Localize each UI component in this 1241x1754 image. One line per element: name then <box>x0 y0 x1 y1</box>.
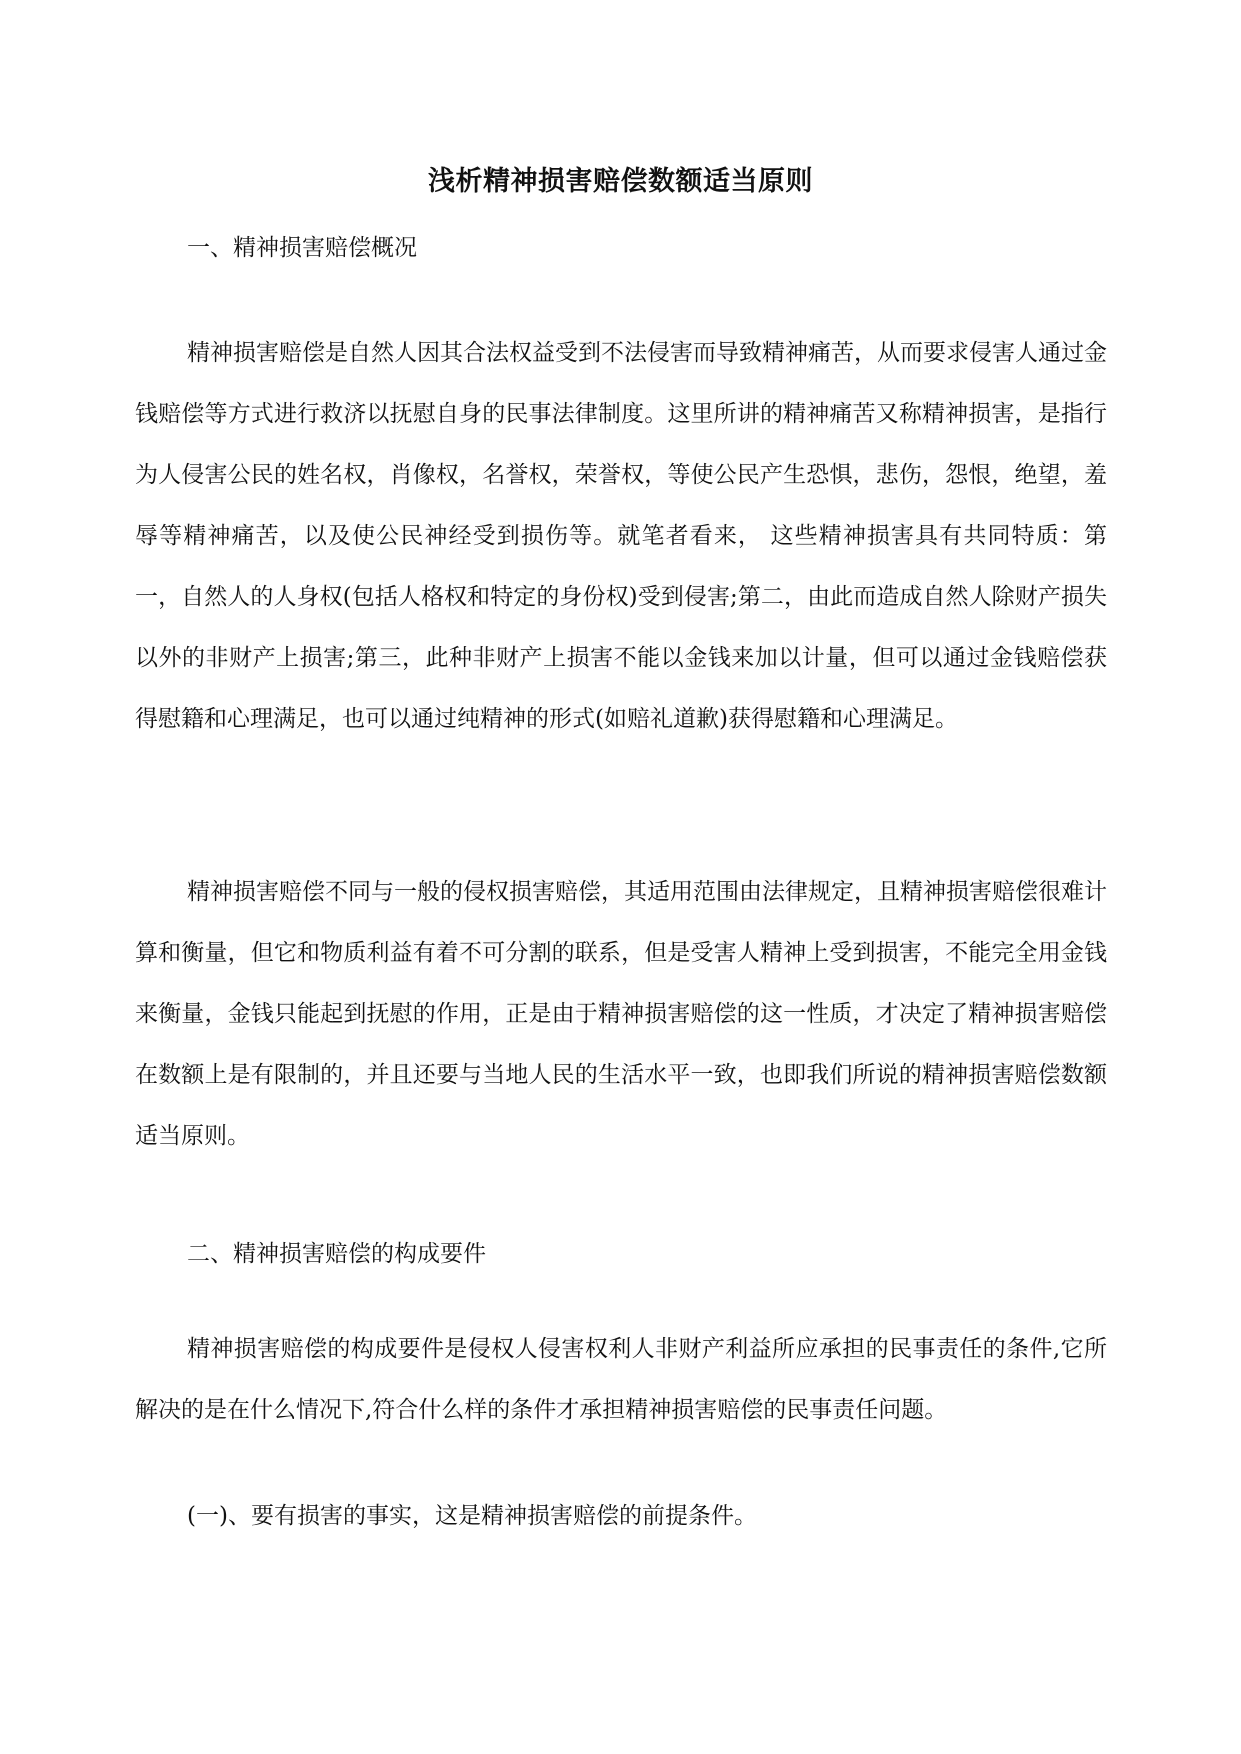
paragraph-1: 精神损害赔偿是自然人因其合法权益受到不法侵害而导致精神痛苦，从而要求侵害人通过金钱赔偿等方式进行救济以抚慰自身的民事法律制度。这里所讲的精神痛苦又称精神损害，是指行为人侵害公民的姓名权，肖像权，名誉权，荣誉权，等使公民产生恐惧，悲伤，怨恨，绝望，羞辱等精神痛苦，以及使公民神经受到损伤等。就笔者看来， 这些精神损害具有共同特质：第一，自然人的人身权(包括人格权和特定的身份权)受到侵害;第二，由此而造成自然人除财产损失以外的非财产上损害;第三，此种非财产上损害不能以金钱来加以计量，但可以通过金钱赔偿获得慰籍和心理满足，也可以通过纯精神的形式(如赔礼道歉)获得慰籍和心理满足。 <box>135 340 1107 732</box>
document-title: 浅析精神损害赔偿数额适当原则 <box>428 166 813 198</box>
subsection-heading-1: (一)、要有损害的事实，这是精神损害赔偿的前提条件。 <box>187 1503 757 1529</box>
section-heading-2: 二、精神损害赔偿的构成要件 <box>187 1241 486 1267</box>
paragraph-3: 精神损害赔偿的构成要件是侵权人侵害权利人非财产利益所应承担的民事责任的条件,它所解决的是在什么情况下,符合什么样的条件才承担精神损害赔偿的民事责任问题。 <box>135 1336 1107 1423</box>
paragraph-2: 精神损害赔偿不同与一般的侵权损害赔偿，其适用范围由法律规定，且精神损害赔偿很难计算和衡量，但它和物质利益有着不可分割的联系，但是受害人精神上受到损害，不能完全用金钱来衡量，金钱只能起到抚慰的作用，正是由于精神损害赔偿的这一性质，才决定了精神损害赔偿在数额上是有限制的，并且还要与当地人民的生活水平一致，也即我们所说的精神损害赔偿数额适当原则。 <box>135 879 1107 1149</box>
section-heading-1: 一、精神损害赔偿概况 <box>187 235 417 261</box>
